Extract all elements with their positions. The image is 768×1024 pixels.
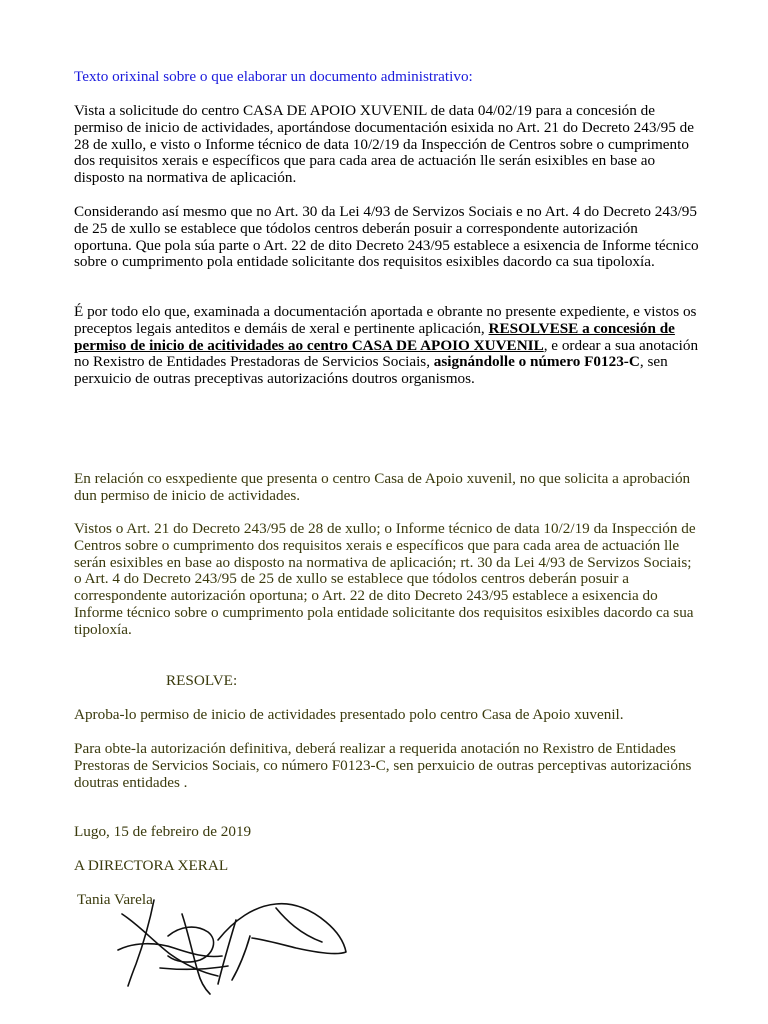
signer-name: Tania Varela xyxy=(77,891,153,908)
place-and-date: Lugo, 15 de febreiro de 2019 xyxy=(74,823,252,840)
resolution-paragraph-2: Vistos o Art. 21 do Decreto 243/95 de 28 de xullo; o Informe técnico de data 10/2/19 da Inspección de Centros sobre o cumprimento dos requisitos xerais e específicos que para cada area de actuación lle serán esixibles en base ao disposto na normativa de aplicación; rt. 30 da Lei 4/93 de Servizos Sociais; o Art. 4 do Decreto 243/95 de 25 de xullo se establece que tódolos centros deberán posuir a correspondente autorización oportuna; o Art. 22 de dito Decreto 243/95 establece a esixencia do Informe técnico sobre o cumprimento pola entidade solicitante dos requisitos esixibles dacordo ca sua tipoloxía. xyxy=(74,520,696,638)
handwritten-signature xyxy=(100,880,360,1000)
original-paragraph-3-middle: , e ordear a sua anotación no Rexistro de Entidades Prestadoras de Servicios Sociais, xyxy=(74,336,699,371)
resolution-paragraph-3: Aproba-lo permiso de inicio de actividades presentado polo centro Casa de Apoio xuvenil. xyxy=(74,706,624,723)
original-paragraph-3-intro: É por todo elo que, examinada a documentación aportada e obrante no presente expediente, e vistos os preceptos legais anteditos e demáis de xeral e pertinente aplicación, xyxy=(74,303,697,337)
original-paragraph-3-end: , sen perxuicio de outras preceptivas autorizacións doutros organismos. xyxy=(74,353,668,388)
original-paragraph-1: Vista a solicitude do centro CASA DE APOIO XUVENIL de data 04/02/19 para a concesión de permiso de inicio de actividades, aportándose documentación esixida no Art. 21 do Decreto 243/95 de 28 de xullo, e visto o Informe técnico de data 10/2/19 da Inspección de Centros sobre o cumprimento dos requisitos xerais e específicos que para cada area de actuación lle serán esixibles en base ao disposto na normativa de aplicación. xyxy=(74,102,694,187)
assigned-number-text: asignándolle o número F0123-C xyxy=(433,353,640,371)
resolution-paragraph-4: Para obte-la autorización definitiva, deberá realizar a requerida anotación no Rexistro de Entidades Prestoras de Servicios Sociais, co número F0123-C, sen perxuicio de outras perceptivas autorizacións doutras entidades . xyxy=(74,740,692,791)
resolution-paragraph-1: En relación co esxpediente que presenta o centro Casa de Apoio xuvenil, no que solicita a aprobación dun permiso de inicio de actividades. xyxy=(74,470,691,504)
signer-title: A DIRECTORA XERAL xyxy=(74,857,229,874)
document-heading: Texto orixinal sobre o que elaborar un documento administrativo: xyxy=(74,68,473,85)
original-paragraph-3 xyxy=(74,304,699,388)
resolve-heading: RESOLVE: xyxy=(166,672,238,689)
original-paragraph-2: Considerando así mesmo que no Art. 30 da Lei 4/93 de Servizos Sociais e no Art. 4 do Decreto 243/95 de 25 de xullo se establece que tódolos centros deberán posuir a correspondente autorización oportuna. Que pola súa parte o Art. 22 de dito Decreto 243/95 establece a esixencia de Informe técnico sobre o cumprimento pola entidade solicitante dos requisitos esixibles dacordo ca sua tipoloxía. xyxy=(74,203,699,271)
resolve-concession-text: RESOLVESE a concesión de permiso de inicio de acitividades ao centro CASA DE APOIO XUVENIL xyxy=(74,319,675,354)
